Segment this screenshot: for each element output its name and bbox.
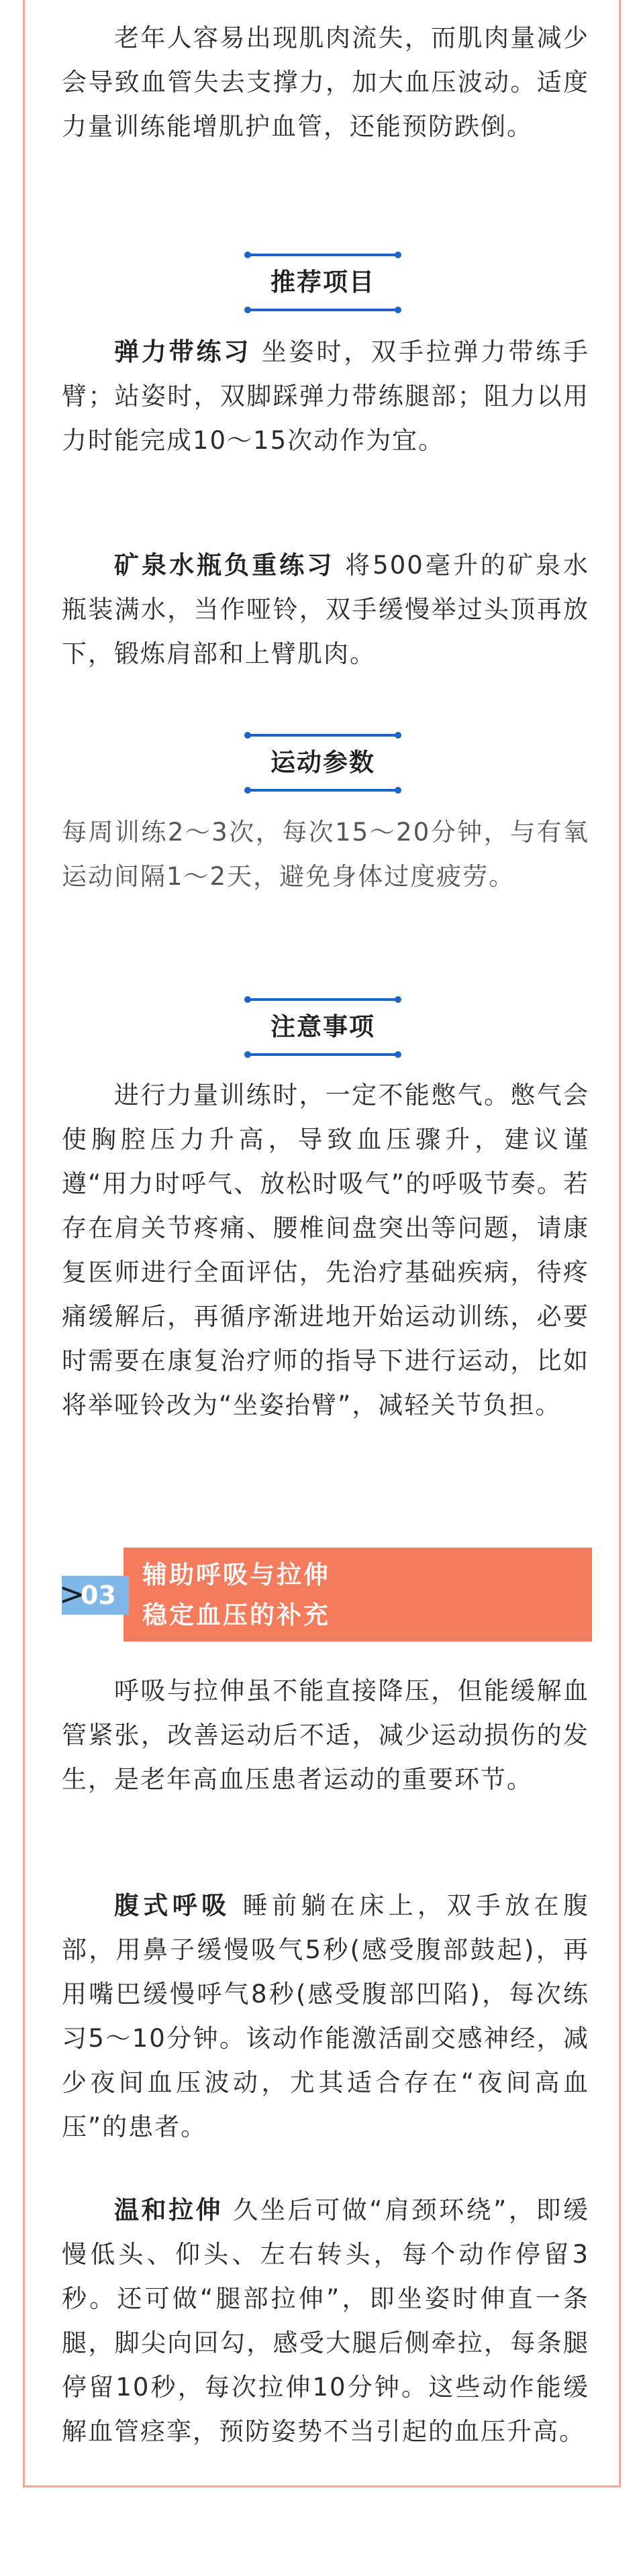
heading-line-bottom	[247, 789, 399, 792]
item-gentle-stretch	[62, 2188, 589, 2454]
chevron-right-icon: >	[59, 1576, 85, 1612]
section-number: 03	[81, 1580, 116, 1610]
section-03-banner	[59, 1548, 592, 1642]
section-title-line1: 辅助呼吸与拉伸	[142, 1560, 330, 1589]
item-water-bottle	[62, 543, 589, 676]
heading-dot	[244, 252, 251, 258]
intro-paragraph: 老年人容易出现肌肉流失，而肌肉量减少会导致血管失去支撑力，加大血压波动。适度力量训练能增肌护血管，还能预防跌倒。	[62, 23, 589, 141]
item-term: 矿泉水瓶负重练习	[114, 551, 335, 580]
item-term: 腹式呼吸	[114, 1891, 231, 1920]
heading-dot	[395, 1051, 401, 1058]
heading-label: 推荐项目	[270, 268, 375, 297]
heading-dot	[395, 732, 401, 739]
heading-recommended	[247, 254, 399, 311]
heading-params	[247, 734, 399, 792]
page-bottom-margin	[0, 2487, 643, 2576]
heading-dot	[395, 996, 401, 1003]
heading-dot	[244, 996, 251, 1003]
item-term: 弹力带练习	[114, 337, 252, 366]
section-title-line2: 稳定血压的补充	[142, 1601, 330, 1629]
item-term: 温和拉伸	[114, 2196, 224, 2224]
heading-dot	[244, 732, 251, 739]
item-text: 睡前躺在床上，双手放在腹部，用鼻子缓慢吸气5秒(感受腹部鼓起)，再用嘴巴缓慢呼气8秒(感受腹部凹陷)，每次练习5～10分钟。该动作能激活副交感神经，减少夜间血压波动，尤其适合存在“夜间高血压”的患者。	[62, 1891, 590, 2141]
item-abdominal-breathing	[62, 1884, 589, 2149]
heading-dot	[395, 252, 401, 258]
heading-dot	[244, 307, 251, 313]
heading-notes	[247, 998, 399, 1056]
heading-dot	[244, 1051, 251, 1058]
section3-intro: 呼吸与拉伸虽不能直接降压，但能缓解血管紧张，改善运动后不适，减少运动损伤的发生，是老年高血压患者运动的重要环节。	[62, 1676, 589, 1794]
frame-border-left	[23, 0, 25, 2487]
item-text: 久坐后可做“肩颈环绕”，即缓慢低头、仰头、左右转头，每个动作停留3秒。还可做“腿部拉伸”，即坐姿时伸直一条腿，脚尖向回勾，感受大腿后侧牵拉，每条腿停留10秒，每次拉伸10分钟。这些动作能缓解血管痉挛，预防姿势不当引起的血压升高。	[62, 2196, 589, 2446]
params-paragraph: 每周训练2～3次，每次15～20分钟，与有氧运动间隔1～2天，避免身体过度疲劳。	[62, 818, 589, 891]
heading-line-top	[247, 998, 399, 1001]
heading-line-bottom	[247, 1053, 399, 1056]
heading-dot	[395, 307, 401, 313]
heading-line-top	[247, 254, 399, 256]
item-text: 坐姿时，双手拉弹力带练手臂；站姿时，双脚踩弹力带练腿部；阻力以用力时能完成10～15次动作为宜。	[62, 337, 590, 455]
notes-paragraph: 进行力量训练时，一定不能憋气。憋气会使胸腔压力升高，导致血压骤升，建议谨遵“用力时呼气、放松时吸气”的呼吸节奏。若存在肩关节疼痛、腰椎间盘突出等问题，请康复医师进行全面评估，先治疗基础疾病，待疼痛缓解后，再循序渐进地开始运动训练，必要时需要在康复治疗师的指导下进行运动，比如将举哑铃改为“坐姿抬臂”，减轻关节负担。	[62, 1081, 589, 1419]
heading-line-top	[247, 734, 399, 737]
heading-dot	[395, 787, 401, 794]
item-elastic-band	[62, 330, 589, 463]
heading-line-bottom	[247, 309, 399, 311]
heading-label: 注意事项	[270, 1012, 375, 1041]
frame-border-right	[619, 0, 621, 2487]
item-text: 将500毫升的矿泉水瓶装满水，当作哑铃，双手缓慢举过头顶再放下，锻炼肩部和上臂肌肉。	[62, 551, 590, 668]
heading-label: 运动参数	[270, 748, 375, 777]
heading-dot	[244, 787, 251, 794]
